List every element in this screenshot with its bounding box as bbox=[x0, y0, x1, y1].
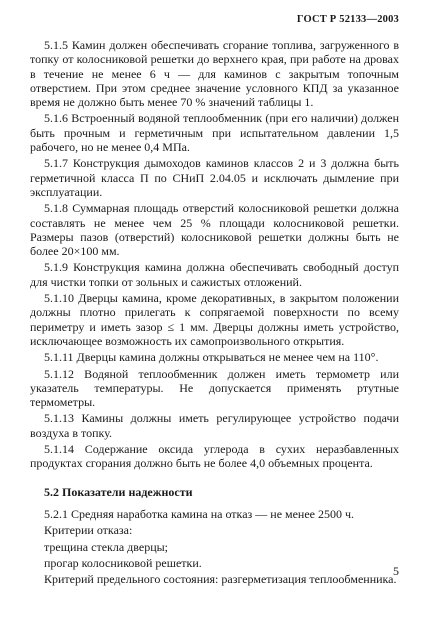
paragraph-5-1-10: 5.1.10 Дверцы камина, кроме декоративных, в закрытом положении должны плотно прилегать к сопрягаемой поверхности по всему периметру и иметь зазор ≤ 1 мм. Дверцы должны иметь устройство, исключающее возможность их самопроизвольного открытия. bbox=[30, 291, 399, 348]
document-header: ГОСТ Р 52133—2003 bbox=[296, 14, 399, 25]
paragraph-5-1-12: 5.1.12 Водяной теплообменник должен иметь термометр или указатель температуры. Не допускается применять ртутные термометры. bbox=[30, 366, 399, 410]
document-body bbox=[30, 38, 399, 586]
paragraph-5-1-5: 5.1.5 Камин должен обеспечивать сгорание топлива, загруженного в топку от колосниковой решетки до верхнего края, при работе на дровах в течение не менее 6 ч — для каминов с закрытым топочным отверстием. При этом среднее значение условного КПД за указанное время не должно быть менее 70 % значений таблицы 1. bbox=[30, 38, 399, 110]
section-title: 5.2 Показатели надежности bbox=[44, 484, 193, 499]
paragraph-5-1-7: 5.1.7 Конструкция дымоходов каминов классов 2 и 3 должна быть герметичной класса П по СНиП 2.04.05 и исключать дымление при эксплуатации. bbox=[30, 156, 399, 199]
paragraph-5-1-14: 5.1.14 Содержание оксида углерода в сухих неразбавленных продуктах сгорания должно быть не более 4,0 объемных процента. bbox=[30, 442, 399, 471]
paragraph-5-1-9: 5.1.9 Конструкция камина должна обеспечивать свободный доступ для чистки топки от зольных и сажистых отложений. bbox=[30, 260, 399, 289]
paragraph-5-1-8: 5.1.8 Суммарная площадь отверстий колосниковой решетки должна составлять не менее чем 25 % площади колосниковой решетки. Размеры пазов (отверстий) колосниковой решетки должны быть не более 20×100 мм. bbox=[30, 201, 399, 259]
paragraph-5-1-11: 5.1.11 Дверцы камина должны открываться не менее чем на 110°. bbox=[44, 350, 379, 365]
paragraph-5-2-1: 5.2.1 Средняя наработка камина на отказ — не менее 2500 ч. bbox=[44, 506, 355, 521]
limit-state-criterion: Критерий предельного состояния: разгерметизация теплообменника. bbox=[44, 572, 397, 587]
failure-criterion-glass: трещина стекла дверцы; bbox=[44, 539, 169, 554]
page-number: 5 bbox=[393, 564, 399, 578]
paragraph-5-1-13: 5.1.13 Камины должны иметь регулирующее устройство подачи воздуха в топку. bbox=[30, 411, 399, 440]
failure-criteria-heading: Критерии отказа: bbox=[44, 523, 133, 538]
failure-criterion-grate: прогар колосниковой решетки. bbox=[44, 555, 202, 570]
paragraph-5-1-6: 5.1.6 Встроенный водяной теплообменник (при его наличии) должен быть прочным и герметичным при испытательном давлении 1,5 рабочего, но не менее 0,4 МПа. bbox=[30, 111, 399, 155]
